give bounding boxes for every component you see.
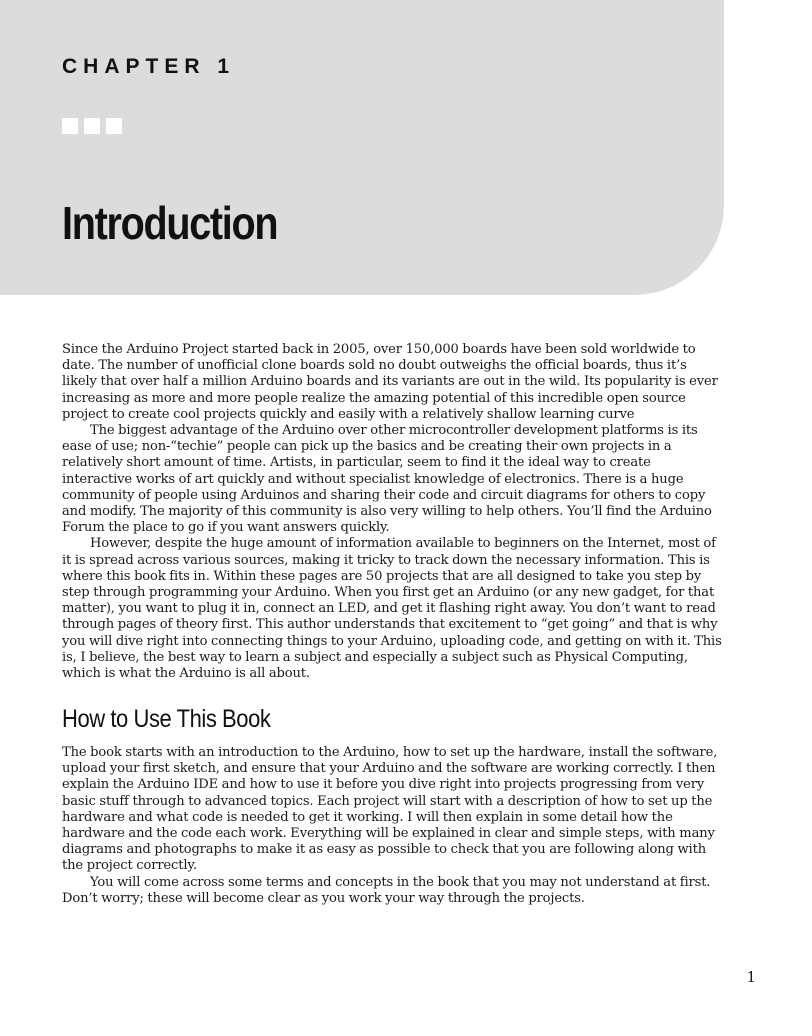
chapter-title: Introduction (62, 197, 278, 249)
paragraph: However, despite the huge amount of information available to beginners on the Internet, most of it is spread across various sources, making it tricky to track down the necessary information. This is where this book fits in. Within these pages are 50 projects that are all designed to take you step by step through programming your Arduino. When you first get an Arduino (or any new gadget, for that matter), you want to plug it in, connect an LED, and get it flashing right away. You don’t want to read through pages of theory first. This author understands that excitement to “get going” and that is why you will dive right into connecting things to your Arduino, uploading code, and getting on with it. This is, I believe, the best way to learn a subject and especially a subject such as Physical Computing, which is what the Arduino is all about. (62, 536, 722, 682)
section-text (62, 745, 722, 907)
paragraph: The biggest advantage of the Arduino over other microcontroller development platforms is its ease of use; non-“techie” people can pick up the basics and be creating their own projects in a relatively short amount of time. Artists, in particular, seem to find it the ideal way to create interactive works of art quickly and without specialist knowledge of electronics. There is a huge community of people using Arduinos and sharing their code and circuit diagrams for others to copy and modify. The majority of this community is also very willing to help others. You’ll find the Arduino Forum the place to go if you want answers quickly. (62, 423, 712, 536)
ornament-square (106, 118, 122, 134)
chapter-label: CHAPTER 1 (62, 55, 236, 78)
paragraph: You will come across some terms and concepts in the book that you may not understand at first. Don’t worry; these will become clear as you work your way through the projects. (62, 874, 711, 906)
ornament-square (62, 118, 78, 134)
intro-text (62, 342, 722, 682)
section-heading: How to Use This Book (62, 705, 271, 733)
ornament-square (84, 118, 100, 134)
paragraph: The book starts with an introduction to the Arduino, how to set up the hardware, install the software, upload your first sketch, and ensure that your Arduino and the software are working correctly. I then explain the Arduino IDE and how to use it before you dive right into projects progressing from very basic stuff through to advanced topics. Each project will start with a description of how to set up the hardware and what code is needed to get it working. I will then explain in some detail how the hardware and the code each work. Everything will be explained in clear and simple steps, with many diagrams and photographs to make it as easy as possible to check that you are following along with the project correctly. (62, 745, 718, 874)
chapter-banner (0, 0, 724, 295)
chapter-ornament (62, 118, 122, 134)
page-number: 1 (746, 968, 756, 986)
paragraph: Since the Arduino Project started back in 2005, over 150,000 boards have been sold worldwide to date. The number of unofficial clone boards sold no doubt outweighs the official boards, thus it’s likely that over half a million Arduino boards and its variants are out in the wild. Its popularity is ever increasing as more and more people realize the amazing potential of this incredible open source project to create cool projects quickly and easily with a relatively shallow learning curve (62, 342, 718, 422)
